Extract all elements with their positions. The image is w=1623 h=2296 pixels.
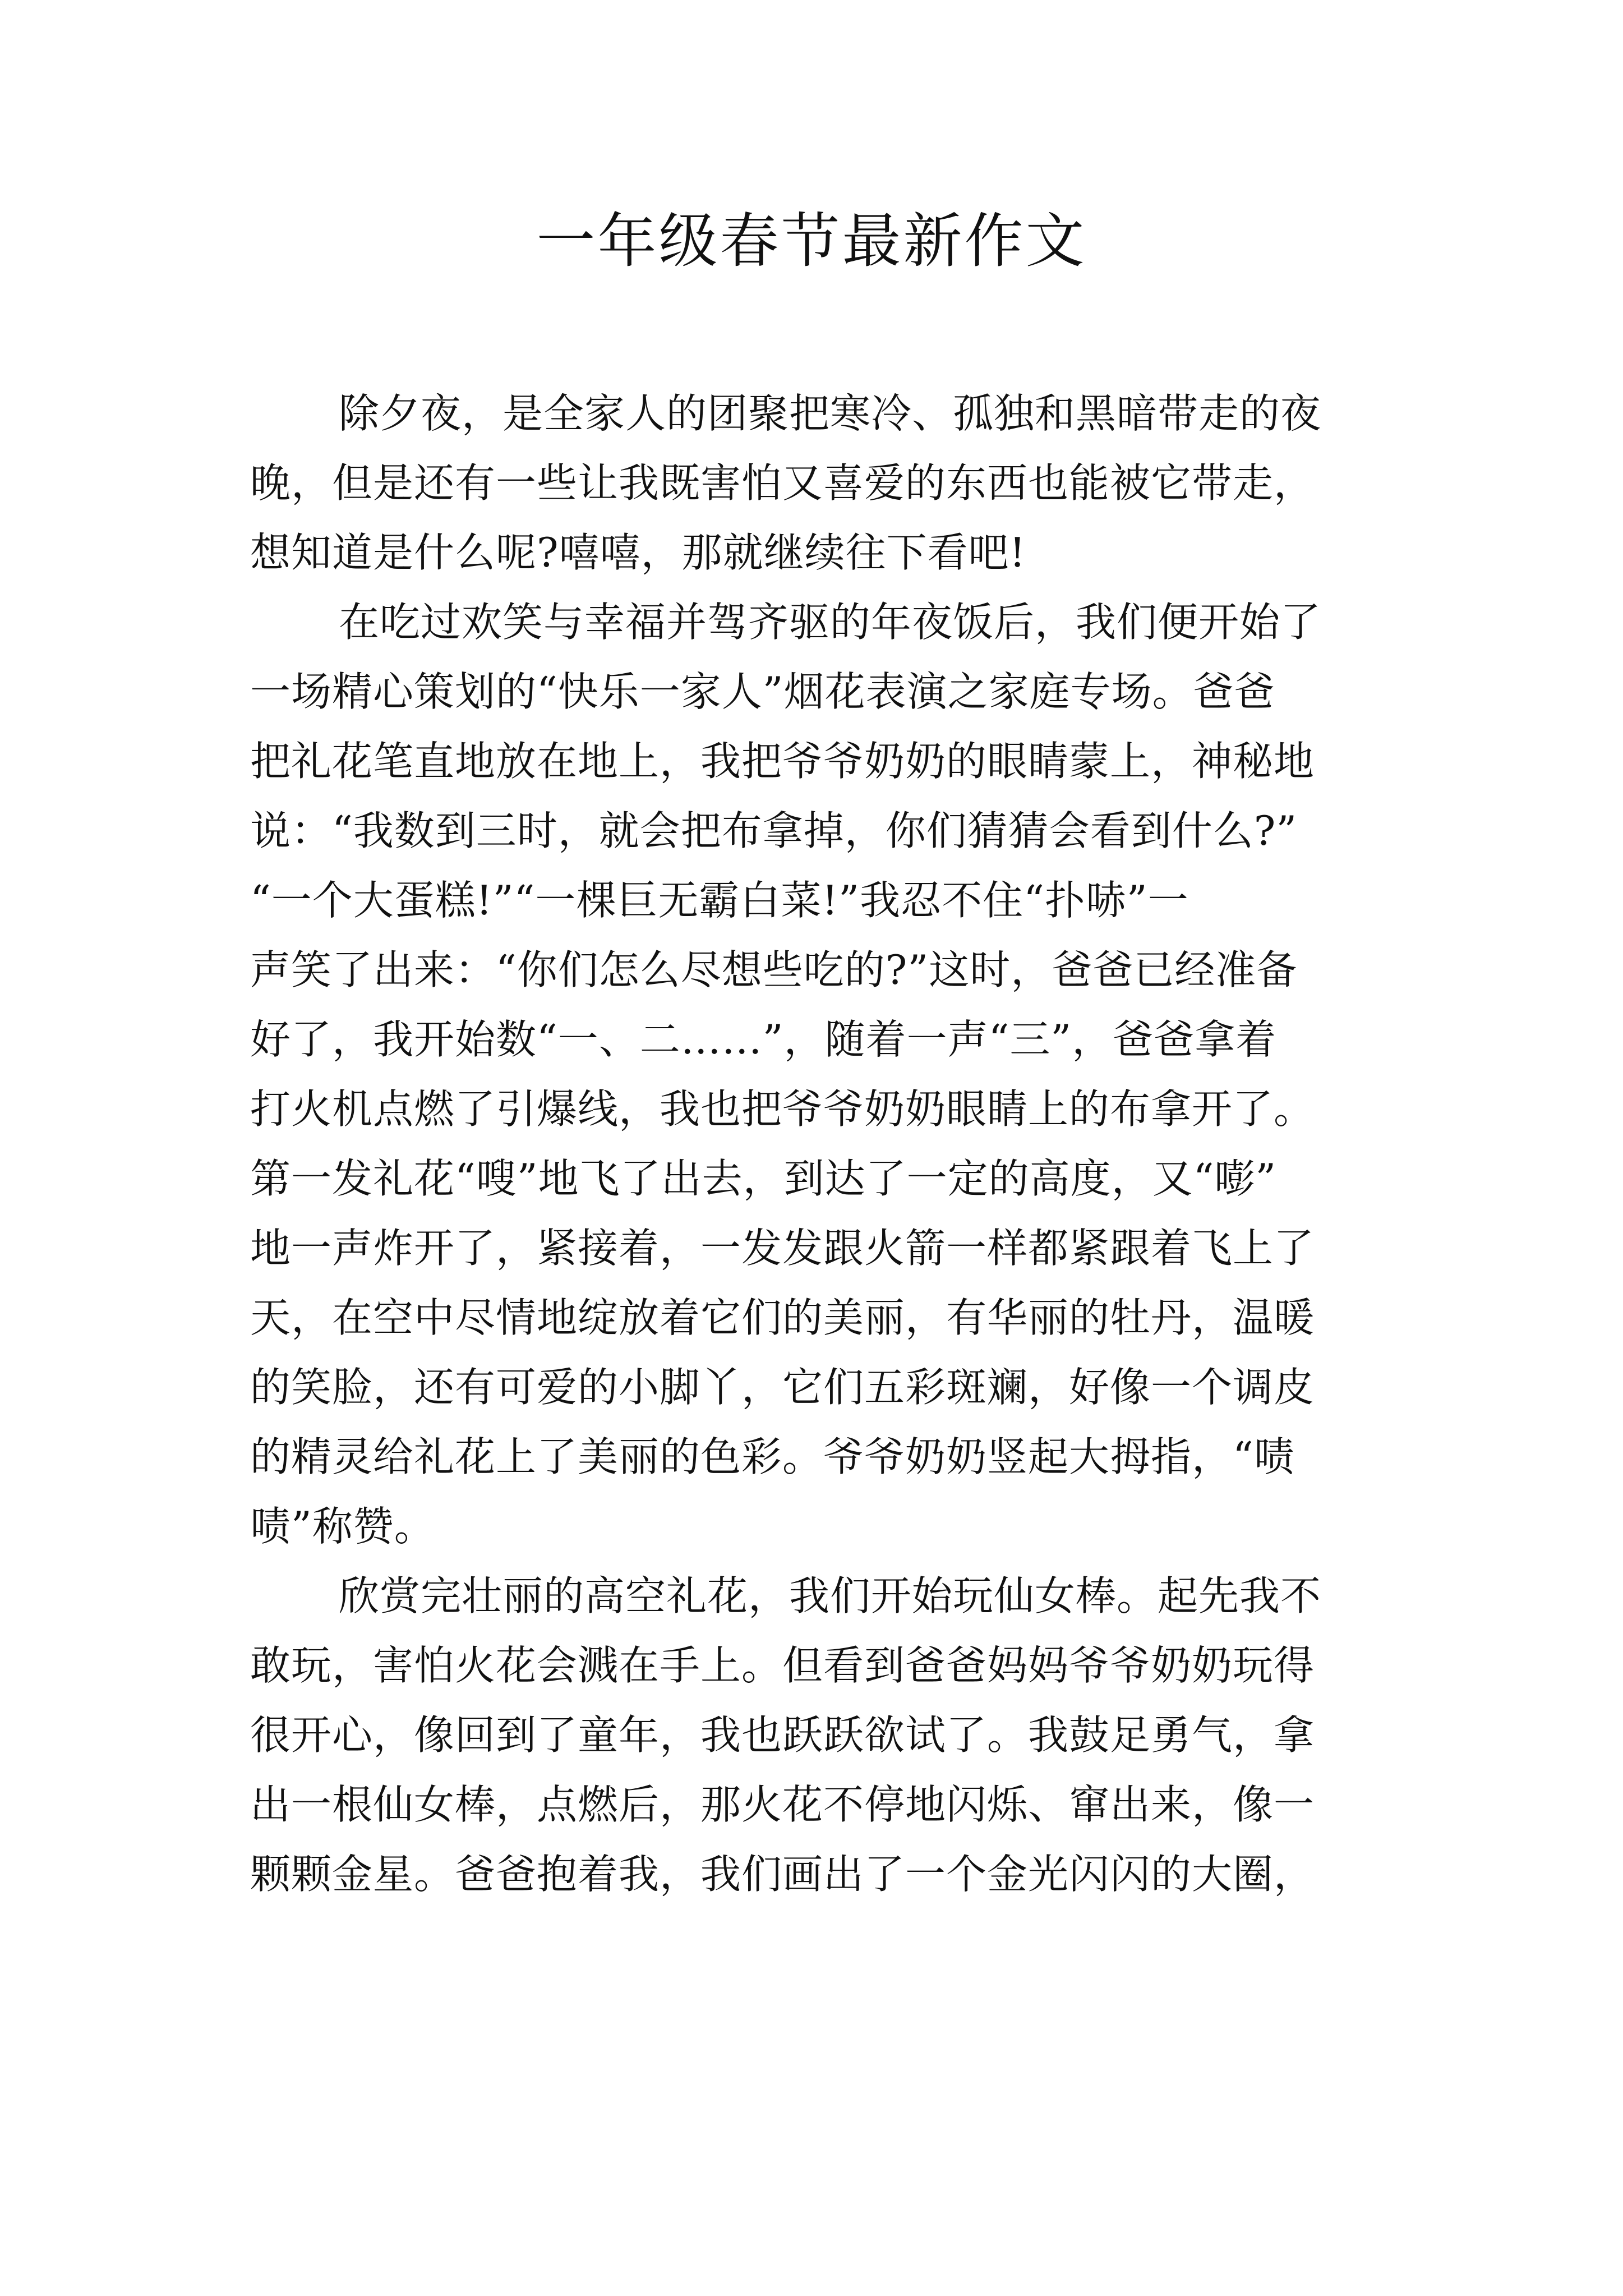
text-line: 第一发礼花“嗖”地飞了出去，到达了一定的高度，又“嘭” xyxy=(250,1155,1277,1202)
text-line: 好了，我开始数“一、二……”，随着一声“三”，爸爸拿着 xyxy=(250,1016,1277,1063)
text-line: 一场精心策划的“快乐一家人”烟花表演之家庭专场。爸爸 xyxy=(250,668,1275,715)
text-line: 在吃过欢笑与幸福并驾齐驱的年夜饭后，我们便开始了 xyxy=(339,599,1322,646)
text-line: 很开心，像回到了童年，我也跃跃欲试了。我鼓足勇气，拿 xyxy=(250,1711,1315,1759)
text-line: 敢玩，害怕火花会溅在手上。但看到爸爸妈妈爷爷奶奶玩得 xyxy=(250,1642,1315,1689)
text-line: 晚，但是还有一些让我既害怕又喜爱的东西也能被它带走， xyxy=(250,459,1315,507)
text-line: 说：“我数到三时，就会把布拿掉，你们猜猜会看到什么?” xyxy=(250,807,1298,854)
text-line: “一个大蛋糕!”“一棵巨无霸白菜!”我忍不住“扑哧”一 xyxy=(250,877,1189,924)
text-line: 出一根仙女棒，点燃后，那火花不停地闪烁、窜出来，像一 xyxy=(250,1781,1315,1828)
text-line: 的笑脸，还有可爱的小脚丫，它们五彩斑斓，好像一个调皮 xyxy=(250,1364,1315,1411)
text-line: 啧”称赞。 xyxy=(250,1503,435,1550)
text-line: 想知道是什么呢?嘻嘻，那就继续往下看吧! xyxy=(250,529,1026,576)
text-line: 天，在空中尽情地绽放着它们的美丽，有华丽的牡丹，温暖 xyxy=(250,1294,1315,1341)
text-line: 打火机点燃了引爆线，我也把爷爷奶奶眼睛上的布拿开了。 xyxy=(250,1085,1315,1133)
document-title: 一年级春节最新作文 xyxy=(536,207,1087,275)
document-body xyxy=(250,379,1394,1909)
text-line: 欣赏完壮丽的高空礼花，我们开始玩仙女棒。起先我不 xyxy=(339,1572,1322,1619)
text-line: 地一声炸开了，紧接着，一发发跟火箭一样都紧跟着飞上了 xyxy=(250,1225,1315,1272)
text-line: 颗颗金星。爸爸抱着我，我们画出了一个金光闪闪的大圈， xyxy=(250,1851,1315,1898)
text-line: 除夕夜，是全家人的团聚把寒冷、孤独和黑暗带走的夜 xyxy=(339,390,1322,437)
text-line: 把礼花笔直地放在地上，我把爷爷奶奶的眼睛蒙上，神秘地 xyxy=(250,738,1315,785)
text-line: 声笑了出来：“你们怎么尽想些吃的?”这时，爸爸已经准备 xyxy=(250,946,1298,993)
text-line: 的精灵给礼花上了美丽的色彩。爷爷奶奶竖起大拇指，“啧 xyxy=(250,1433,1295,1480)
